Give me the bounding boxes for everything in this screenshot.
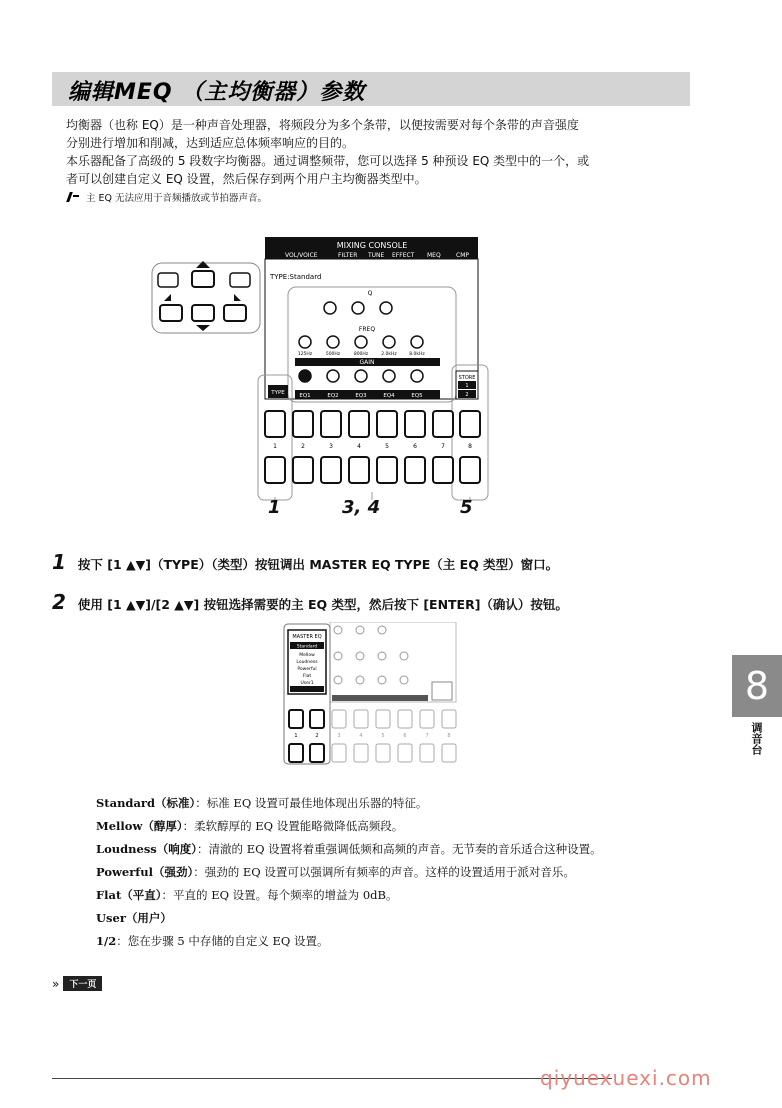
lcd-tab-vol: VOL/VOICE — [285, 252, 318, 259]
callout-3-4: 3, 4 — [342, 497, 381, 518]
store-label: STORE — [458, 375, 476, 381]
eq-type-flat — [96, 887, 397, 903]
button-number: 2 — [301, 443, 305, 450]
eq-type-desc: ：强劲的 EQ 设置可以强调所有频率的声音。这样的设置适用于派对音乐。 — [193, 865, 575, 879]
button-number: 6 — [403, 733, 407, 739]
step-1 — [52, 550, 558, 574]
button-number: 7 — [425, 733, 429, 739]
button-number: 5 — [381, 733, 385, 739]
eq-type-desc: ：标准 EQ 设置可最佳地体现出乐器的特征。 — [195, 796, 428, 810]
lcd-header: MIXING CONSOLE — [336, 241, 408, 250]
note — [66, 190, 267, 204]
button-number: 1 — [273, 443, 277, 450]
freq-value: 800Hz — [353, 352, 369, 357]
eq-type-user-12 — [96, 933, 328, 949]
popup-item-selected: Standard — [296, 644, 318, 650]
intro-text — [66, 116, 686, 188]
eq-type-desc: ：清澈的 EQ 设置将着重强调低频和高频的声音。无节奏的音乐适合这种设置。 — [197, 842, 602, 856]
lcd-tab-tune: TUNE — [368, 252, 385, 259]
eq-type-term: Mellow（醇厚） — [96, 819, 183, 833]
eq-type-user — [96, 910, 172, 926]
step-number: 2 — [52, 590, 66, 614]
eq-label: EQ5 — [411, 393, 423, 399]
freq-value: 500Hz — [325, 352, 341, 357]
popup-item: Loudness — [296, 660, 318, 665]
chapter-tab — [732, 655, 782, 717]
eq-type-term: Flat（平直） — [96, 888, 162, 902]
eq-type-term: 1/2 — [96, 934, 117, 948]
popup-item: User1 — [300, 681, 314, 686]
chapter-label: 调音台 — [750, 722, 763, 755]
chapter-number: 8 — [744, 664, 770, 708]
button-number: 3 — [337, 733, 341, 739]
eq-type-powerful — [96, 864, 575, 880]
freq-value: 2.0kHz — [381, 352, 397, 357]
eq-type-mellow — [96, 818, 403, 834]
next-page-marker — [52, 976, 102, 991]
type-line: TYPE:Standard — [270, 273, 322, 281]
button-number: 5 — [385, 443, 389, 450]
button-number: 8 — [468, 443, 472, 450]
double-chevron-down-icon: » — [52, 976, 60, 991]
popup-title: MASTER EQ — [292, 634, 322, 640]
button-number: 2 — [315, 733, 319, 739]
note-text: 主 EQ 无法应用于音频播放或节拍器声音。 — [86, 193, 268, 204]
popup-item: Mellow — [299, 653, 315, 658]
popup-item: Flat — [302, 674, 312, 679]
step-number: 1 — [52, 550, 66, 574]
eq-type-desc: ：柔软醇厚的 EQ 设置能略微降低高频段。 — [182, 819, 404, 833]
eq-type-standard — [96, 795, 427, 811]
freq-value: 8.0kHz — [409, 352, 425, 357]
lcd-tab-filter: FILTER — [338, 252, 358, 259]
button-number: 8 — [447, 733, 451, 739]
intro-line: 者可以创建自定义 EQ 设置，然后保存到两个用户主均衡器类型中。 — [66, 172, 427, 186]
step-text: 按下 [1 ▲▼]（TYPE）（类型）按钮调出 MASTER EQ TYPE（主 EQ 类型）窗口。 — [77, 557, 559, 572]
eq-label: EQ3 — [355, 393, 367, 399]
intro-line: 分别进行增加和削减，达到适应总体频率响应的目的。 — [66, 136, 355, 150]
button-number: 4 — [359, 733, 363, 739]
note-icon — [66, 192, 80, 202]
lcd-tab-meq: MEQ — [427, 252, 441, 259]
section-title-bar — [52, 72, 690, 106]
button-number: 3 — [329, 443, 333, 450]
row-gain-label: GAIN — [359, 359, 375, 366]
callout-5: 5 — [460, 497, 473, 518]
intro-line: 均衡器（也称 EQ）是一种声音处理器，将频段分为多个条带，以便按需要对每个条带的声音强度 — [66, 118, 579, 132]
lcd-tab-cmp: CMP — [456, 252, 469, 259]
eq-type-term: Powerful（强劲） — [96, 865, 194, 879]
popup-item: Powerful — [297, 667, 317, 672]
store-option: 2 — [465, 392, 469, 398]
button-number: 7 — [441, 443, 445, 450]
page-title: 编辑MEQ （主均衡器）参数 — [68, 80, 366, 105]
button-number: 1 — [294, 733, 298, 739]
store-option: 1 — [465, 383, 469, 389]
type-soft-label: TYPE — [271, 390, 285, 396]
row-q-label: Q — [367, 290, 373, 297]
button-number: 6 — [413, 443, 417, 450]
eq-label: EQ2 — [327, 393, 339, 399]
eq-type-term: User（用户） — [96, 911, 172, 925]
eq-type-desc: ：平直的 EQ 设置。每个频率的增益为 0dB。 — [161, 888, 398, 902]
lcd-tab-effect: EFFECT — [392, 252, 415, 259]
mixing-console-figure — [140, 235, 500, 525]
eq-type-loudness — [96, 841, 602, 857]
master-eq-type-figure — [282, 622, 462, 772]
eq-type-desc: ：您在步骤 5 中存储的自定义 EQ 设置。 — [116, 934, 329, 948]
eq-label: EQ1 — [299, 393, 311, 399]
intro-line: 本乐器配备了高级的 5 段数字均衡器。通过调整频带，您可以选择 5 种预设 EQ 类型中的一个，或 — [66, 154, 590, 168]
callout-1: 1 — [268, 497, 281, 518]
button-number: 4 — [357, 443, 361, 450]
eq-type-term: Standard（标准） — [96, 796, 196, 810]
eq-type-term: Loudness（响度） — [96, 842, 198, 856]
step-2 — [52, 590, 568, 614]
watermark: qiyuexuexi.com — [540, 1066, 712, 1090]
freq-value: 125Hz — [297, 352, 313, 357]
eq-label: EQ4 — [383, 393, 395, 399]
footer-rule — [52, 1078, 612, 1079]
step-text: 使用 [1 ▲▼]/[2 ▲▼] 按钮选择需要的主 EQ 类型，然后按下 [ENTER]（确认）按钮。 — [77, 597, 568, 612]
row-freq-label: FREQ — [358, 326, 376, 333]
next-page-label: 下一页 — [63, 976, 102, 991]
